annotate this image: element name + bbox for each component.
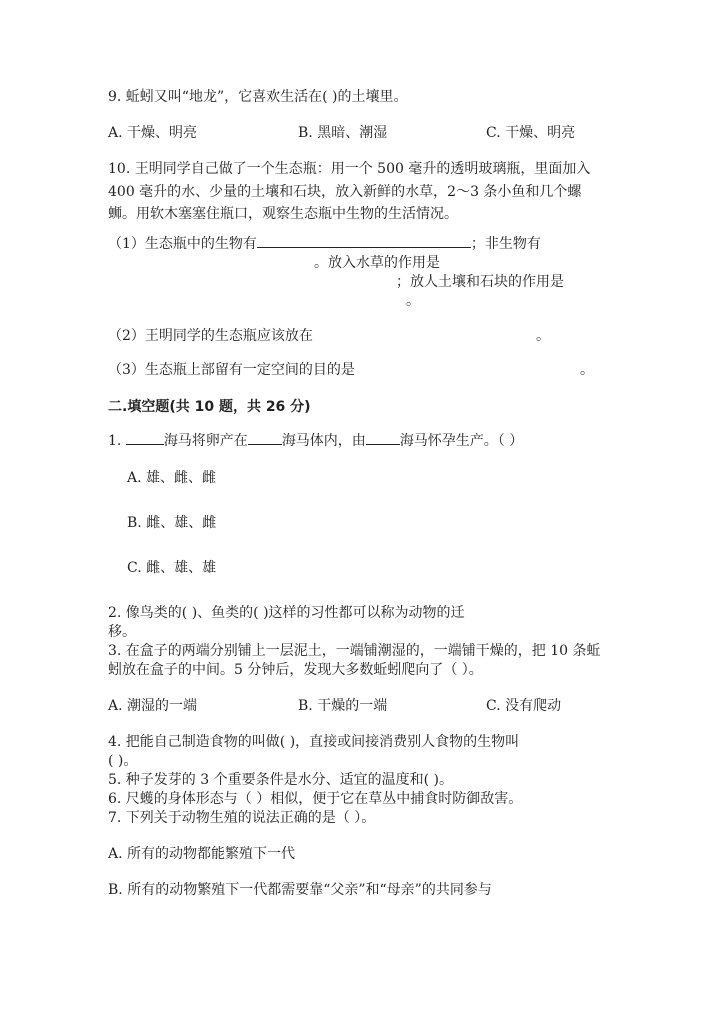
q10-part2-text: （2）王明同学的生态瓶应该放在 <box>108 328 313 344</box>
f3-line-2: 蚓放在盒子的中间。5 分钟后，发现大多数蚯蚓爬向了（ ）。 <box>108 662 483 678</box>
f1-blank-1[interactable] <box>126 432 164 445</box>
q10-part1-nonliving: ；非生物有 <box>470 236 541 252</box>
section-heading: 二.填空题(共 10 题，共 26 分) <box>108 399 311 415</box>
q10-part1-end: 。 <box>406 293 420 309</box>
f3-line-1: 3. 在盒子的两端分别铺上一层泥土，一端铺潮湿的，一端铺干燥的，把 10 条蚯 <box>108 643 601 659</box>
f5-text: 5. 种子发芽的 3 个重要条件是水分、适宜的温度和( )。 <box>108 772 453 788</box>
f1-text-2: 海马体内，由 <box>281 433 366 449</box>
q10-part1-line1 <box>108 235 541 253</box>
q10-line-3: 蛳。用软木塞塞住瓶口，观察生态瓶中生物的生活情况。 <box>108 206 458 222</box>
q9-option-c: C. 干燥、明亮 <box>486 125 576 141</box>
q10-line-1: 10. 王明同学自己做了一个生态瓶：用一个 500 毫升的透明玻璃瓶，里面加入 <box>108 161 591 177</box>
f3-option-a: A. 潮湿的一端 <box>108 698 198 714</box>
q9-option-a: A. 干燥、明亮 <box>108 125 198 141</box>
q10-part3-end: 。 <box>580 362 594 378</box>
f2-line-1: 2. 像鸟类的( )、鱼类的( )这样的习性都可以称为动物的迁 <box>108 605 465 621</box>
q10-part2-end: 。 <box>536 328 550 344</box>
f1-blank-3[interactable] <box>366 432 400 445</box>
f1-stem <box>108 432 523 450</box>
f2-line-2: 移。 <box>108 624 136 640</box>
f1-option-a: A. 雄、雌、雌 <box>127 470 217 486</box>
f1-text-1: 海马将卵产在 <box>163 433 248 449</box>
f4-line-1: 4. 把能自己制造食物的叫做( )，直接或间接消费别人食物的生物叫 <box>108 734 520 750</box>
q10-part1-prefix: （1）生态瓶中的生物有 <box>108 236 257 252</box>
f3-option-b: B. 干燥的一端 <box>298 698 388 714</box>
f1-text-3: 海马怀孕生产。（ ） <box>399 433 524 449</box>
f3-option-c: C. 没有爬动 <box>486 698 562 714</box>
f1-blank-2[interactable] <box>248 432 282 445</box>
q10-part3-text: （3）生态瓶上部留有一定空间的目的是 <box>108 362 355 378</box>
f7-option-a: A. 所有的动物都能繁殖下一代 <box>108 846 296 862</box>
q9-option-b: B. 黑暗、潮湿 <box>298 125 388 141</box>
f7-stem: 7. 下列关于动物生殖的说法正确的是（ ）。 <box>108 810 376 826</box>
q10-blank-living[interactable] <box>257 235 471 248</box>
q10-line-2: 400 毫升的水、少量的土壤和石块，放入新鲜的水草，2～3 条小鱼和几个螺 <box>108 184 582 200</box>
f1-number: 1. <box>108 433 126 449</box>
f6-text: 6. 尺蠖的身体形态与（ ）相似，便于它在草丛中捕食时防御敌害。 <box>108 791 523 807</box>
q10-part1-grass: 。放入水草的作用是 <box>314 255 440 271</box>
f7-option-b: B. 所有的动物繁殖下一代都需要靠“父亲”和“母亲”的共同参与 <box>108 882 492 898</box>
q10-part1-soil: ；放人土壤和石块的作用是 <box>396 274 564 290</box>
f4-line-2: ( )。 <box>108 753 138 769</box>
f1-option-c: C. 雌、雄、雄 <box>127 560 217 576</box>
q9-stem: 9. 蚯蚓又叫“地龙”，它喜欢生活在( )的土壤里。 <box>108 89 408 105</box>
f1-option-b: B. 雌、雄、雌 <box>127 515 217 531</box>
